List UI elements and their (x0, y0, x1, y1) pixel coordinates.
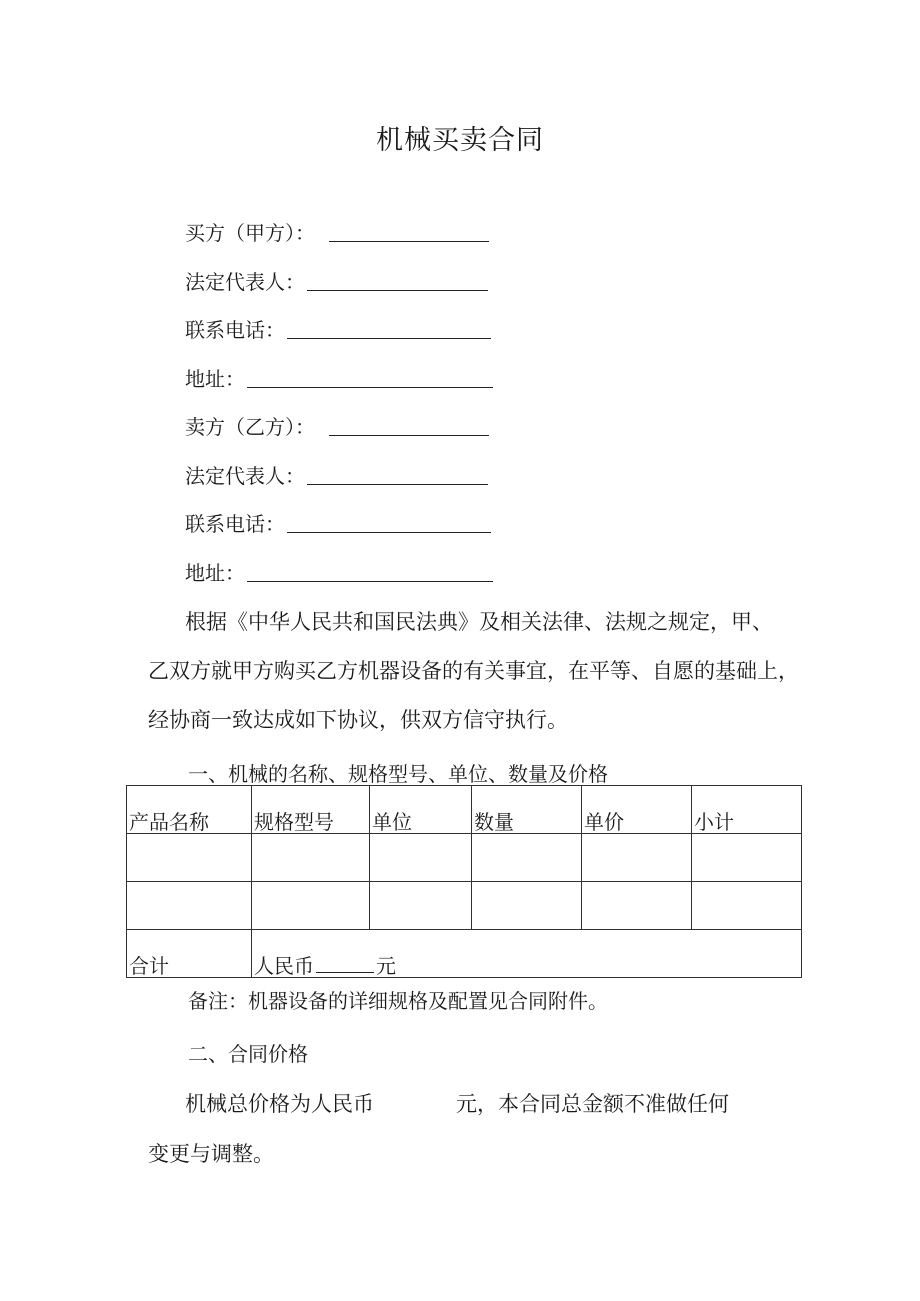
table-total-row (127, 930, 802, 978)
total-prefix: 人民币 (254, 954, 314, 978)
seller-phone-blank[interactable] (287, 531, 491, 533)
buyer-field (185, 216, 489, 246)
table-cell[interactable] (252, 834, 370, 882)
seller-address-label: 地址： (185, 561, 245, 585)
buyer-phone-field (185, 313, 491, 343)
table-header-row (127, 786, 802, 834)
seller-address-field (185, 556, 493, 586)
section2-line-1b: 元，本合同总金额不准做任何 (456, 1092, 729, 1116)
section1-heading: 一、机械的名称、规格型号、单位、数量及价格 (188, 762, 608, 786)
intro-line-1: 根据《中华人民共和国民法典》及相关法律、法规之规定，甲、 (185, 610, 773, 634)
header-unit-price: 单价 (582, 786, 692, 834)
buyer-rep-label: 法定代表人： (185, 270, 305, 294)
seller-rep-blank[interactable] (307, 483, 488, 485)
buyer-rep-blank[interactable] (307, 289, 488, 291)
section2-line-1 (185, 1088, 729, 1118)
table-cell[interactable] (127, 834, 252, 882)
buyer-address-label: 地址： (185, 367, 245, 391)
items-table (126, 785, 802, 978)
header-unit: 单位 (370, 786, 472, 834)
table-cell[interactable] (692, 834, 802, 882)
section2-line-1a: 机械总价格为人民币 (185, 1092, 374, 1116)
seller-blank[interactable] (329, 434, 489, 436)
section2-heading: 二、合同价格 (188, 1042, 308, 1066)
seller-phone-label: 联系电话： (185, 512, 285, 536)
table-cell[interactable] (582, 882, 692, 930)
buyer-label: 买方（甲方）： (185, 221, 315, 245)
buyer-phone-blank[interactable] (287, 337, 491, 339)
section1-note: 备注：机器设备的详细规格及配置见合同附件。 (188, 989, 608, 1013)
seller-phone-field (185, 507, 491, 537)
total-suffix: 元 (376, 954, 396, 978)
buyer-rep-field (185, 265, 488, 295)
header-quantity: 数量 (472, 786, 582, 834)
buyer-address-field (185, 362, 493, 392)
table-cell[interactable] (370, 834, 472, 882)
seller-rep-label: 法定代表人： (185, 464, 305, 488)
seller-label: 卖方（乙方）： (185, 415, 315, 439)
buyer-address-blank[interactable] (247, 386, 493, 388)
table-cell[interactable] (472, 882, 582, 930)
page-title: 机械买卖合同 (376, 125, 544, 156)
seller-field (185, 410, 489, 440)
table-cell[interactable] (692, 882, 802, 930)
table-cell[interactable] (582, 834, 692, 882)
header-product-name: 产品名称 (127, 786, 252, 834)
buyer-phone-label: 联系电话： (185, 318, 285, 342)
total-amount-blank[interactable] (316, 954, 374, 973)
total-label: 合计 (127, 930, 252, 978)
table-row (127, 882, 802, 930)
table-row (127, 834, 802, 882)
table-cell[interactable] (370, 882, 472, 930)
intro-line-2: 乙双方就甲方购买乙方机器设备的有关事宜，在平等、自愿的基础上， (148, 659, 799, 683)
table-cell[interactable] (472, 834, 582, 882)
table-cell[interactable] (252, 882, 370, 930)
seller-rep-field (185, 459, 488, 489)
section2-line-2: 变更与调整。 (148, 1142, 274, 1166)
intro-line-3: 经协商一致达成如下协议，供双方信守执行。 (148, 708, 568, 732)
buyer-blank[interactable] (329, 240, 489, 242)
total-value (252, 930, 802, 978)
table-cell[interactable] (127, 882, 252, 930)
seller-address-blank[interactable] (247, 580, 493, 582)
header-model: 规格型号 (252, 786, 370, 834)
header-subtotal: 小计 (692, 786, 802, 834)
